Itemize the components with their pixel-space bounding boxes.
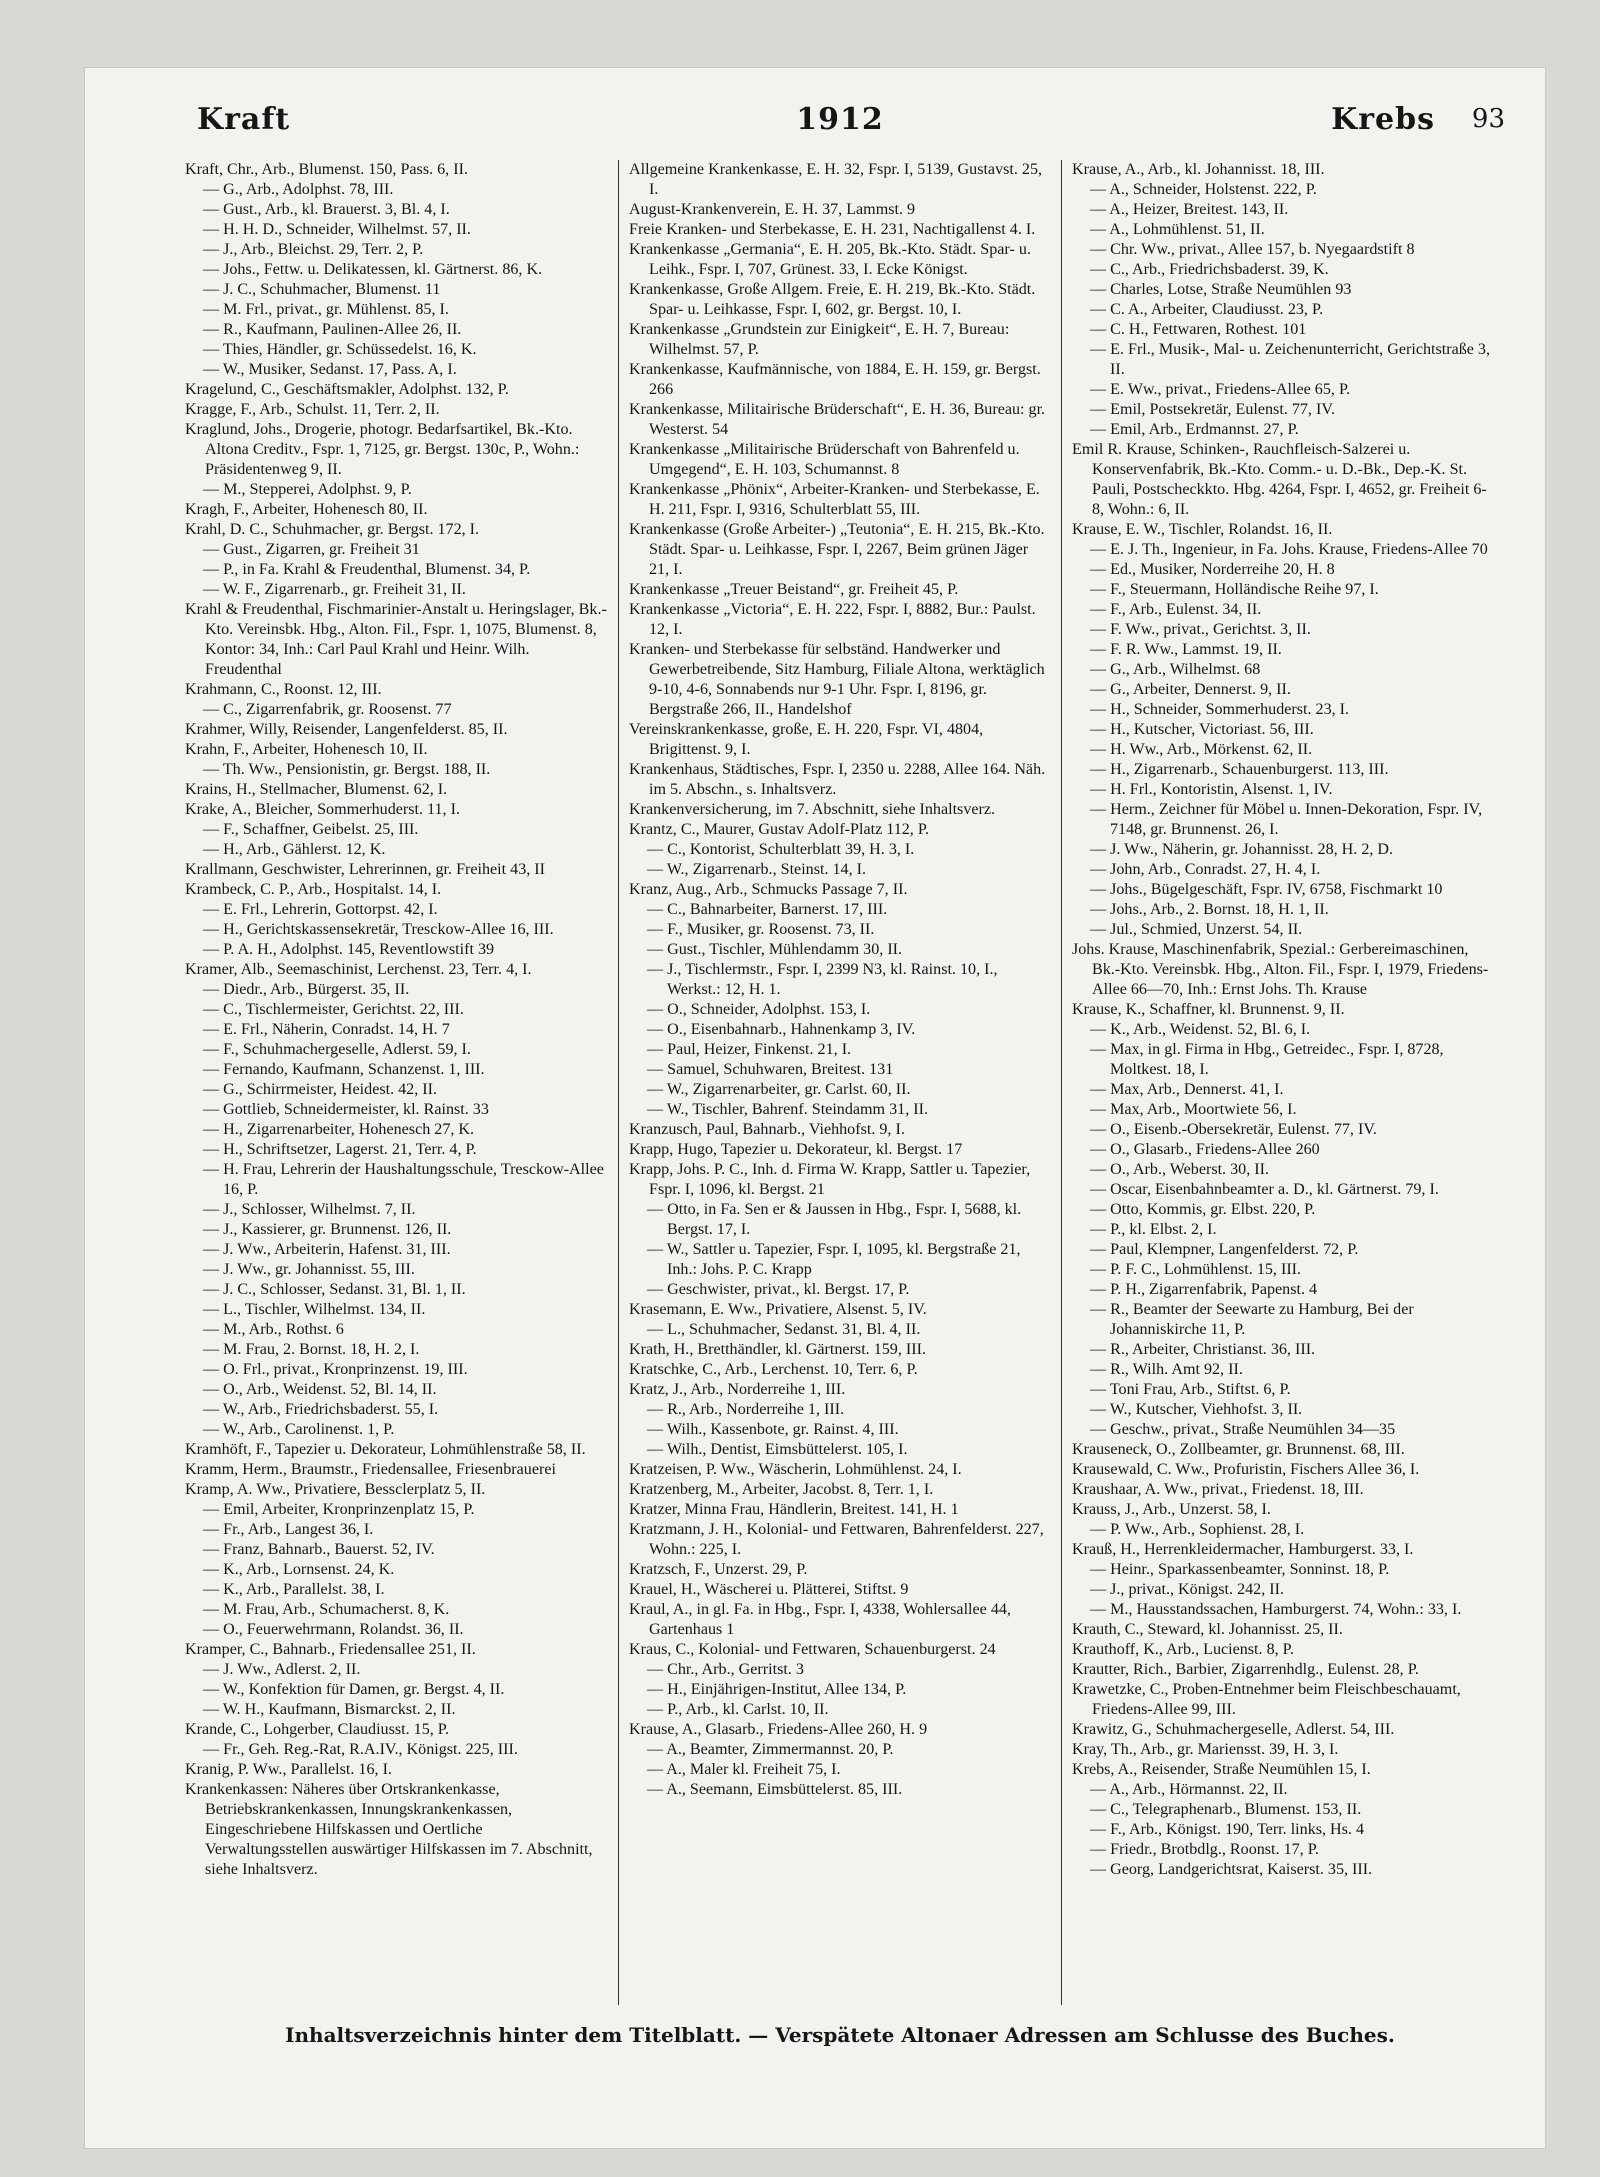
directory-entry: Kramhöft, F., Tapezier u. Dekorateur, Lohmühlenstraße 58, II. [185, 1441, 586, 1458]
directory-entry: Freie Kranken- und Sterbekasse, E. H. 231, Nachtigallenst 4. I. [629, 221, 1036, 238]
directory-entry: — Toni Frau, Arb., Stiftst. 6, P. [1090, 1381, 1291, 1398]
directory-entry: Krankenversicherung, im 7. Abschnitt, siehe Inhaltsverz. [629, 801, 996, 818]
directory-entry: — Ed., Musiker, Norderreihe 20, H. 8 [1090, 561, 1335, 578]
directory-entry: — A., Seemann, Eimsbüttelerst. 85, III. [647, 1781, 903, 1798]
directory-entry: — O. Frl., privat., Kronprinzenst. 19, III. [203, 1361, 468, 1378]
directory-entry: Krake, A., Bleicher, Sommerhuderst. 11, I. [185, 801, 460, 818]
directory-entry: — Jul., Schmied, Unzerst. 54, II. [1090, 921, 1303, 938]
directory-entry: — Heinr., Sparkassenbeamter, Sonninst. 18, P. [1090, 1561, 1390, 1578]
directory-entry: — P., in Fa. Krahl & Freudenthal, Blumenst. 34, P. [203, 561, 531, 578]
directory-entry: Kratzeisen, P. Ww., Wäscherin, Lohmühlenst. 24, I. [629, 1461, 962, 1478]
directory-entry: Krauss, J., Arb., Unzerst. 58, I. [1072, 1501, 1271, 1518]
directory-entry: — Gust., Arb., kl. Brauerst. 3, Bl. 4, I. [203, 201, 450, 218]
directory-entry: — Emil, Arb., Erdmannst. 27, P. [1090, 421, 1299, 438]
directory-entry: — E. Frl., Musik-, Mal- u. Zeichenunterricht, Gerichtstraße 3, II. [1090, 341, 1491, 378]
directory-entry: Kranken- und Sterbekasse für selbständ. Handwerker und Gewerbetreibende, Sitz Hamburg, Filiale Altona, werktäglich 9-10, 4-6, Sonnabends nur 9-1 Uhr. Fspr. I, 8196, gr. Bergstraße 266, II., Handelshof [629, 641, 1045, 718]
directory-entry: — F., Schuhmachergeselle, Adlerst. 59, I. [203, 1041, 471, 1058]
directory-entry: Kramper, C., Bahnarb., Friedensallee 251, II. [185, 1641, 476, 1658]
directory-entry: — K., Arb., Lornsenst. 24, K. [203, 1561, 395, 1578]
directory-columns [175, 160, 1505, 2005]
directory-entry: — G., Arb., Wilhelmst. 68 [1090, 661, 1261, 678]
directory-entry: Johs. Krause, Maschinenfabrik, Spezial.: Gerbereimaschinen, Bk.-Kto. Vereinsbk. Hbg., Alton. Fil., Fspr. I, 1979, Friedens-Allee 66—70, Inh.: Ernst Johs. Th. Krause [1072, 941, 1489, 998]
header-last-name: Krebs [1331, 102, 1435, 137]
directory-entry: — Johs., Arb., 2. Bornst. 18, H. 1, II. [1090, 901, 1329, 918]
directory-entry: — G., Arb., Adolphst. 78, III. [203, 181, 394, 198]
directory-entry: — G., Schirrmeister, Heidest. 42, II. [203, 1081, 438, 1098]
directory-entry: — W., Zigarrenarb., Steinst. 14, I. [647, 861, 867, 878]
directory-entry: Krankenkasse „Treuer Beistand“, gr. Freiheit 45, P. [629, 581, 959, 598]
directory-entry: — M. Frl., privat., gr. Mühlenst. 85, I. [203, 301, 449, 318]
directory-entry: Krahn, F., Arbeiter, Hohenesch 10, II. [185, 741, 428, 758]
directory-entry: — R., Beamter der Seewarte zu Hamburg, Bei der Johanniskirche 11, P. [1090, 1301, 1414, 1338]
directory-entry: Allgemeine Krankenkasse, E. H. 32, Fspr. I, 5139, Gustavst. 25, I. [629, 161, 1043, 198]
column-right [1061, 160, 1504, 2005]
directory-entry: Krauel, H., Wäscherei u. Plätterei, Stiftst. 9 [629, 1581, 909, 1598]
directory-entry: — Fr., Arb., Langest 36, I. [203, 1521, 374, 1538]
directory-entry: Krebs, A., Reisender, Straße Neumühlen 15, I. [1072, 1761, 1371, 1778]
directory-entry: — C., Telegraphenarb., Blumenst. 153, II. [1090, 1801, 1362, 1818]
directory-entry: — Oscar, Eisenbahnbeamter a. D., kl. Gärtnerst. 79, I. [1090, 1181, 1439, 1198]
directory-entry: — A., Arb., Hörmannst. 22, II. [1090, 1781, 1288, 1798]
directory-entry: — Charles, Lotse, Straße Neumühlen 93 [1090, 281, 1352, 298]
directory-entry: Krankenkasse „Victoria“, E. H. 222, Fspr. I, 8882, Bur.: Paulst. 12, I. [629, 601, 1036, 638]
directory-entry: Krawetzke, C., Proben-Entnehmer beim Fleischbeschauamt, Friedens-Allee 99, III. [1072, 1681, 1461, 1718]
directory-entry: Krankenkasse, Kaufmännische, von 1884, E. H. 159, gr. Bergst. 266 [629, 361, 1041, 398]
directory-entry: — Friedr., Brotbdlg., Roonst. 17, P. [1090, 1841, 1319, 1858]
directory-entry: — Georg, Landgerichtsrat, Kaiserst. 35, III. [1090, 1861, 1373, 1878]
directory-entry: — Max, Arb., Moortwiete 56, I. [1090, 1101, 1297, 1118]
directory-entry: Krause, K., Schaffner, kl. Brunnenst. 9, II. [1072, 1001, 1345, 1018]
directory-entry: Krahmann, C., Roonst. 12, III. [185, 681, 382, 698]
directory-entry: — Wilh., Kassenbote, gr. Rainst. 4, III. [647, 1421, 899, 1438]
directory-entry: Krapp, Hugo, Tapezier u. Dekorateur, kl. Bergst. 17 [629, 1141, 963, 1158]
directory-entry: — W., Kutscher, Viehhofst. 3, II. [1090, 1401, 1303, 1418]
column-left [175, 160, 618, 2005]
directory-entry: Krambeck, C. P., Arb., Hospitalst. 14, I. [185, 881, 442, 898]
directory-entry: — F. Ww., privat., Gerichtst. 3, II. [1090, 621, 1311, 638]
directory-entry: — H. H. D., Schneider, Wilhelmst. 57, II. [203, 221, 471, 238]
directory-entry: — E. Frl., Näherin, Conradst. 14, H. 7 [203, 1021, 450, 1038]
directory-entry: — Max, in gl. Firma in Hbg., Getreidec., Fspr. I, 8728, Moltkest. 18, I. [1090, 1041, 1444, 1078]
directory-entry: — Otto, in Fa. Sen er & Jaussen in Hbg., Fspr. I, 5688, kl. Bergst. 17, I. [647, 1201, 1022, 1238]
directory-entry: Krankenkasse „Germania“, E. H. 205, Bk.-Kto. Städt. Spar- u. Leihk., Fspr. I, 707, Grünest. 33, I. Ecke Königst. [629, 241, 1031, 278]
directory-entry: — John, Arb., Conradst. 27, H. 4, I. [1090, 861, 1321, 878]
directory-entry: Kraft, Chr., Arb., Blumenst. 150, Pass. 6, II. [185, 161, 468, 178]
directory-entry: Krande, C., Lohgerber, Claudiusst. 15, P. [185, 1721, 449, 1738]
directory-entry: Kraul, A., in gl. Fa. in Hbg., Fspr. I, 4338, Wohlersallee 44, Gartenhaus 1 [629, 1601, 1011, 1638]
directory-entry: — J. Ww., Näherin, gr. Johannisst. 28, H. 2, D. [1090, 841, 1394, 858]
directory-entry: Kramm, Herm., Braumstr., Friedensallee, Friesenbrauerei [185, 1461, 556, 1478]
directory-entry: Krause, A., Glasarb., Friedens-Allee 260, H. 9 [629, 1721, 928, 1738]
directory-entry: — Herm., Zeichner für Möbel u. Innen-Dekoration, Fspr. IV, 7148, gr. Brunnenst. 26, I. [1090, 801, 1483, 838]
directory-entry: Krauthoff, K., Arb., Lucienst. 8, P. [1072, 1641, 1294, 1658]
directory-entry: — R., Arbeiter, Christianst. 36, III. [1090, 1341, 1316, 1358]
directory-entry: Kranz, Aug., Arb., Schmucks Passage 7, II. [629, 881, 908, 898]
directory-entry: — A., Lohmühlenst. 51, II. [1090, 221, 1265, 238]
directory-entry: Vereinskrankenkasse, große, E. H. 220, Fspr. VI, 4804, Brigittenst. 9, I. [629, 721, 984, 758]
directory-entry: — Emil, Postsekretär, Eulenst. 77, IV. [1090, 401, 1335, 418]
directory-entry: — W. H., Kaufmann, Bismarckst. 2, II. [203, 1701, 456, 1718]
directory-entry: — C., Bahnarbeiter, Barnerst. 17, III. [647, 901, 888, 918]
directory-entry: Krapp, Johs. P. C., Inh. d. Firma W. Krapp, Sattler u. Tapezier, Fspr. I, 1096, kl. Bergst. 21 [629, 1161, 1031, 1198]
directory-entry: Krantz, C., Maurer, Gustav Adolf-Platz 112, P. [629, 821, 930, 838]
directory-entry: — Johs., Bügelgeschäft, Fspr. IV, 6758, Fischmarkt 10 [1090, 881, 1443, 898]
directory-entry: — C., Arb., Friedrichsbaderst. 39, K. [1090, 261, 1329, 278]
directory-entry: — W., Konfektion für Damen, gr. Bergst. 4, II. [203, 1681, 505, 1698]
directory-entry: — J. C., Schlosser, Sedanst. 31, Bl. 1, II. [203, 1281, 466, 1298]
directory-entry: Kranig, P. Ww., Parallelst. 16, I. [185, 1761, 392, 1778]
directory-entry: — Max, Arb., Dennerst. 41, I. [1090, 1081, 1284, 1098]
directory-entry: — Emil, Arbeiter, Kronprinzenplatz 15, P. [203, 1501, 475, 1518]
directory-entry: — F. R. Ww., Lammst. 19, II. [1090, 641, 1282, 658]
directory-entry: — O., Arb., Weberst. 30, II. [1090, 1161, 1269, 1178]
directory-entry: — Gust., Tischler, Mühlendamm 30, II. [647, 941, 903, 958]
directory-entry: — W., Musiker, Sedanst. 17, Pass. A, I. [203, 361, 457, 378]
directory-entry: Krankenkasse (Große Arbeiter-) „Teutonia“, E. H. 215, Bk.-Kto. Städt. Spar- u. Leihkasse, Fspr. I, 2267, Beim grünen Jäger 21, I. [629, 521, 1045, 578]
page-number: 93 [1471, 104, 1505, 134]
directory-entry: — H., Kutscher, Victoriast. 56, III. [1090, 721, 1314, 738]
directory-entry: Krauseneck, O., Zollbeamter, gr. Brunnenst. 68, III. [1072, 1441, 1405, 1458]
directory-entry: Kraushaar, A. Ww., privat., Friedenst. 18, III. [1072, 1481, 1364, 1498]
directory-entry: — F., Steuermann, Holländische Reihe 97, I. [1090, 581, 1379, 598]
directory-entry: Krallmann, Geschwister, Lehrerinnen, gr. Freiheit 43, II [185, 861, 546, 878]
directory-entry: — O., Feuerwehrmann, Rolandst. 36, II. [203, 1621, 464, 1638]
directory-entry: — P. A. H., Adolphst. 145, Reventlowstift 39 [203, 941, 495, 958]
directory-entry: Krawitz, G., Schuhmachergeselle, Adlerst. 54, III. [1072, 1721, 1395, 1738]
directory-entry: — H., Zigarrenarb., Schauenburgerst. 113, III. [1090, 761, 1389, 778]
directory-entry: Krankenkasse, Militairische Brüderschaft“, E. H. 36, Bureau: gr. Westerst. 54 [629, 401, 1046, 438]
directory-entry: — H., Gerichtskassensekretär, Tresckow-Allee 16, III. [203, 921, 554, 938]
directory-entry: — L., Tischler, Wilhelmst. 134, II. [203, 1301, 426, 1318]
directory-entry: — R., Kaufmann, Paulinen-Allee 26, II. [203, 321, 462, 338]
directory-entry: Krankenkassen: Näheres über Ortskrankenkasse, Betriebskrankenkassen, Innungskrankenkassen, Eingeschriebene Hilfskassen und Oertliche Verwaltungsstellen auswärtiger Hilfskassen im 7. Abschnitt, siehe Inhaltsverz. [185, 1781, 593, 1878]
directory-entry: — E. Ww., privat., Friedens-Allee 65, P. [1090, 381, 1351, 398]
directory-entry: — A., Heizer, Breitest. 143, II. [1090, 201, 1289, 218]
directory-entry: Kratzmann, J. H., Kolonial- und Fettwaren, Bahrenfelderst. 227, Wohn.: 225, I. [629, 1521, 1044, 1558]
directory-entry: — Gust., Zigarren, gr. Freiheit 31 [203, 541, 420, 558]
directory-entry: Kraus, C., Kolonial- und Fettwaren, Schauenburgerst. 24 [629, 1641, 996, 1658]
directory-entry: — R., Wilh. Amt 92, II. [1090, 1361, 1243, 1378]
directory-entry: — M. Frau, Arb., Schumacherst. 8, K. [203, 1601, 450, 1618]
directory-page [85, 68, 1545, 2148]
directory-entry: — Chr. Ww., privat., Allee 157, b. Nyegaardstift 8 [1090, 241, 1415, 258]
directory-entry: — J. C., Schuhmacher, Blumenst. 11 [203, 281, 441, 298]
directory-entry: — P. H., Zigarrenfabrik, Papenst. 4 [1090, 1281, 1318, 1298]
directory-entry: — Gottlieb, Schneidermeister, kl. Rainst. 33 [203, 1101, 489, 1118]
directory-entry: — W., Arb., Carolinenst. 1, P. [203, 1421, 395, 1438]
directory-entry: — J., Tischlermstr., Fspr. I, 2399 N3, kl. Rainst. 10, I., Werkst.: 12, H. 1. [647, 961, 998, 998]
directory-entry: — A., Beamter, Zimmermannst. 20, P. [647, 1741, 894, 1758]
directory-entry: — F., Schaffner, Geibelst. 25, III. [203, 821, 419, 838]
directory-entry: — Paul, Klempner, Langenfelderst. 72, P. [1090, 1241, 1359, 1258]
directory-entry: — H., Schneider, Sommerhuderst. 23, I. [1090, 701, 1350, 718]
directory-entry: — M., Stepperei, Adolphst. 9, P. [203, 481, 412, 498]
directory-entry: — J., Arb., Bleichst. 29, Terr. 2, P. [203, 241, 424, 258]
directory-entry: — J. Ww., Adlerst. 2, II. [203, 1661, 361, 1678]
directory-entry: — H. Ww., Arb., Mörkenst. 62, II. [1090, 741, 1313, 758]
directory-entry: — H., Zigarrenarbeiter, Hohenesch 27, K. [203, 1121, 475, 1138]
directory-entry: Krausewald, C. Ww., Profuristin, Fischers Allee 36, I. [1072, 1461, 1420, 1478]
page-footer: Inhaltsverzeichnis hinter dem Titelblatt. — Verspätete Altonaer Adressen am Schlusse des Buches. [285, 2023, 1395, 2047]
directory-entry: — Diedr., Arb., Bürgerst. 35, II. [203, 981, 410, 998]
directory-entry: — Franz, Bahnarb., Bauerst. 52, IV. [203, 1541, 435, 1558]
directory-entry: August-Krankenverein, E. H. 37, Lammst. 9 [629, 201, 916, 218]
directory-entry: — C., Kontorist, Schulterblatt 39, H. 3, I. [647, 841, 915, 858]
directory-entry: — P. Ww., Arb., Sophienst. 28, I. [1090, 1521, 1305, 1538]
directory-entry: Krause, A., Arb., kl. Johannisst. 18, III. [1072, 161, 1325, 178]
directory-entry: — H., Einjährigen-Institut, Allee 134, P. [647, 1681, 907, 1698]
directory-entry: — O., Eisenbahnarb., Hahnenkamp 3, IV. [647, 1021, 916, 1038]
directory-entry: Krasemann, E. Ww., Privatiere, Alsenst. 5, IV. [629, 1301, 927, 1318]
directory-entry: Krause, E. W., Tischler, Rolandst. 16, II. [1072, 521, 1333, 538]
directory-entry: Kratschke, C., Arb., Lerchenst. 10, Terr. 6, P. [629, 1361, 918, 1378]
directory-entry: — F., Musiker, gr. Roosenst. 73, II. [647, 921, 875, 938]
directory-entry: Kragelund, C., Geschäftsmakler, Adolphst. 132, P. [185, 381, 509, 398]
directory-entry: — C. H., Fettwaren, Rothest. 101 [1090, 321, 1307, 338]
directory-entry: Krahl, D. C., Schuhmacher, gr. Bergst. 172, I. [185, 521, 480, 538]
directory-entry: — J. Ww., gr. Johannisst. 55, III. [203, 1261, 415, 1278]
directory-entry: Krankenhaus, Städtisches, Fspr. I, 2350 u. 2288, Allee 164. Näh. im 5. Abschn., s. Inhaltsverz. [629, 761, 1046, 798]
directory-entry: Krautter, Rich., Barbier, Zigarrenhdlg., Eulenst. 28, P. [1072, 1661, 1419, 1678]
directory-entry: — Paul, Heizer, Finkenst. 21, I. [647, 1041, 852, 1058]
directory-entry: — K., Arb., Weidenst. 52, Bl. 6, I. [1090, 1021, 1311, 1038]
directory-entry: Krankenkasse „Grundstein zur Einigkeit“, E. H. 7, Bureau: Wilhelmst. 57, P. [629, 321, 1010, 358]
directory-entry: — W., Zigarrenarbeiter, gr. Carlst. 60, II. [647, 1081, 911, 1098]
directory-entry: Krauß, H., Herrenkleidermacher, Hamburgerst. 33, I. [1072, 1541, 1414, 1558]
directory-entry: — H. Frl., Kontoristin, Alsenst. 1, IV. [1090, 781, 1333, 798]
directory-entry: — E. Frl., Lehrerin, Gottorpst. 42, I. [203, 901, 438, 918]
directory-entry: — R., Arb., Norderreihe 1, III. [647, 1401, 845, 1418]
directory-entry: — K., Arb., Parallelst. 38, I. [203, 1581, 385, 1598]
directory-entry: Krath, H., Bretthändler, kl. Gärtnerst. 159, III. [629, 1341, 927, 1358]
directory-entry: Krahl & Freudenthal, Fischmarinier-Anstalt u. Heringslager, Bk.-Kto. Vereinsbk. Hbg., Alton. Fil., Fspr. 1, 1075, Blumenst. 8, Kontor: 34, Inh.: Carl Paul Krahl und Heinr. Wilh. Freudenthal [185, 601, 607, 678]
directory-entry: Kraglund, Johs., Drogerie, photogr. Bedarfsartikel, Bk.-Kto. Altona Creditv., Fspr. 1, 7125, gr. Bergst. 130c, P., Wohn.: Präsidentenweg 9, II. [185, 421, 580, 478]
directory-entry: Krankenkasse „Phönix“, Arbeiter-Kranken- und Sterbekasse, E. H. 211, Fspr. I, 9316, Schulterblatt 55, III. [629, 481, 1040, 518]
header-first-name: Kraft [197, 102, 291, 137]
directory-entry: — W., Arb., Friedrichsbaderst. 55, I. [203, 1401, 439, 1418]
page-header [175, 102, 1505, 148]
directory-entry: Kramp, A. Ww., Privatiere, Bessclerplatz 5, II. [185, 1481, 486, 1498]
directory-entry: — M. Frau, 2. Bornst. 18, H. 2, I. [203, 1341, 420, 1358]
directory-entry: — W., Sattler u. Tapezier, Fspr. I, 1095, kl. Bergstraße 21, Inh.: Johs. P. C. Krapp [647, 1241, 1021, 1278]
directory-entry: — C., Zigarrenfabrik, gr. Roosenst. 77 [203, 701, 452, 718]
directory-entry: Emil R. Krause, Schinken-, Rauchfleisch-Salzerei u. Konservenfabrik, Bk.-Kto. Comm.- u. D.-Bk., Dep.-K. St. Pauli, Postscheckkto. Hbg. 4264, Fspr. I, 4652, gr. Freiheit 6-8, Wohn.: 6, II. [1072, 441, 1487, 518]
directory-entry: Krauth, C., Steward, kl. Johannisst. 25, II. [1072, 1621, 1343, 1638]
directory-entry: Kratzer, Minna Frau, Händlerin, Breitest. 141, H. 1 [629, 1501, 959, 1518]
directory-entry: — Fr., Geh. Reg.-Rat, R.A.IV., Königst. 225, III. [203, 1741, 518, 1758]
directory-entry: — H. Frau, Lehrerin der Haushaltungsschule, Tresckow-Allee 16, P. [203, 1161, 604, 1198]
directory-entry: — G., Arbeiter, Dennerst. 9, II. [1090, 681, 1291, 698]
header-year: 1912 [796, 102, 884, 137]
directory-entry: — Thies, Händler, gr. Schüssedelst. 16, K. [203, 341, 477, 358]
directory-entry: — W., Tischler, Bahrenf. Steindamm 31, II. [647, 1101, 928, 1118]
directory-entry: Kranzusch, Paul, Bahnarb., Viehhofst. 9, I. [629, 1121, 905, 1138]
directory-entry: — L., Schuhmacher, Sedanst. 31, Bl. 4, II. [647, 1321, 921, 1338]
directory-entry: — F., Arb., Eulenst. 34, II. [1090, 601, 1262, 618]
directory-entry: — F., Arb., Königst. 190, Terr. links, Hs. 4 [1090, 1821, 1365, 1838]
directory-entry: — Geschwister, privat., kl. Bergst. 17, P. [647, 1281, 910, 1298]
directory-entry: — P., kl. Elbst. 2, I. [1090, 1221, 1217, 1238]
directory-entry: — J., Schlosser, Wilhelmst. 7, II. [203, 1201, 416, 1218]
directory-entry: Kray, Th., Arb., gr. Mariensst. 39, H. 3, I. [1072, 1741, 1339, 1758]
directory-entry: — Chr., Arb., Gerritst. 3 [647, 1661, 804, 1678]
directory-entry: Kratzsch, F., Unzerst. 29, P. [629, 1561, 808, 1578]
directory-entry: — A., Schneider, Holstenst. 222, P. [1090, 181, 1317, 198]
directory-entry: — M., Arb., Rothst. 6 [203, 1321, 344, 1338]
directory-entry: — Otto, Kommis, gr. Elbst. 220, P. [1090, 1201, 1316, 1218]
directory-entry: — P., Arb., kl. Carlst. 10, II. [647, 1701, 829, 1718]
directory-entry: — W. F., Zigarrenarb., gr. Freiheit 31, II. [203, 581, 466, 598]
directory-entry: Krankenkasse, Große Allgem. Freie, E. H. 219, Bk.-Kto. Städt. Spar- u. Leihkasse, Fspr. I, 602, gr. Bergst. 10, I. [629, 281, 1036, 318]
directory-entry: — O., Eisenb.-Obersekretär, Eulenst. 77, IV. [1090, 1121, 1377, 1138]
directory-entry: — M., Hausstandssachen, Hamburgerst. 74, Wohn.: 33, I. [1090, 1601, 1462, 1618]
directory-entry: — C., Tischlermeister, Gerichtst. 22, III. [203, 1001, 464, 1018]
directory-entry: — O., Arb., Weidenst. 52, Bl. 14, II. [203, 1381, 437, 1398]
directory-entry: — C. A., Arbeiter, Claudiusst. 23, P. [1090, 301, 1324, 318]
directory-entry: — J., privat., Königst. 242, II. [1090, 1581, 1285, 1598]
directory-entry: — Geschw., privat., Straße Neumühlen 34—35 [1090, 1421, 1396, 1438]
directory-entry: — Th. Ww., Pensionistin, gr. Bergst. 188, II. [203, 761, 491, 778]
directory-entry: — P. F. C., Lohmühlenst. 15, III. [1090, 1261, 1302, 1278]
directory-entry: Kragge, F., Arb., Schulst. 11, Terr. 2, II. [185, 401, 440, 418]
directory-entry: — Samuel, Schuhwaren, Breitest. 131 [647, 1061, 894, 1078]
directory-entry: — H., Arb., Gählerst. 12, K. [203, 841, 386, 858]
directory-entry: — Wilh., Dentist, Eimsbüttelerst. 105, I. [647, 1441, 908, 1458]
directory-entry: Krankenkasse „Militairische Brüderschaft von Bahrenfeld u. Umgegend“, E. H. 103, Schumannst. 8 [629, 441, 1020, 478]
directory-entry: Kramer, Alb., Seemaschinist, Lerchenst. 23, Terr. 4, I. [185, 961, 532, 978]
directory-entry: Krains, H., Stellmacher, Blumenst. 62, I. [185, 781, 448, 798]
directory-entry: Krahmer, Willy, Reisender, Langenfelderst. 85, II. [185, 721, 508, 738]
column-middle [618, 160, 1061, 2005]
directory-entry: — A., Maler kl. Freiheit 75, I. [647, 1761, 841, 1778]
directory-entry: Kratz, J., Arb., Norderreihe 1, III. [629, 1381, 846, 1398]
directory-entry: — O., Schneider, Adolphst. 153, I. [647, 1001, 871, 1018]
directory-entry: Kratzenberg, M., Arbeiter, Jacobst. 8, Terr. 1, I. [629, 1481, 934, 1498]
directory-entry: — O., Glasarb., Friedens-Allee 260 [1090, 1141, 1320, 1158]
directory-entry: — Fernando, Kaufmann, Schanzenst. 1, III. [203, 1061, 485, 1078]
directory-entry: — J., Kassierer, gr. Brunnenst. 126, II. [203, 1221, 452, 1238]
directory-entry: Kragh, F., Arbeiter, Hohenesch 80, II. [185, 501, 428, 518]
directory-entry: — Johs., Fettw. u. Delikatessen, kl. Gärtnerst. 86, K. [203, 261, 543, 278]
directory-entry: — J. Ww., Arbeiterin, Hafenst. 31, III. [203, 1241, 451, 1258]
directory-entry: — E. J. Th., Ingenieur, in Fa. Johs. Krause, Friedens-Allee 70 [1090, 541, 1488, 558]
directory-entry: — H., Schriftsetzer, Lagerst. 21, Terr. 4, P. [203, 1141, 477, 1158]
